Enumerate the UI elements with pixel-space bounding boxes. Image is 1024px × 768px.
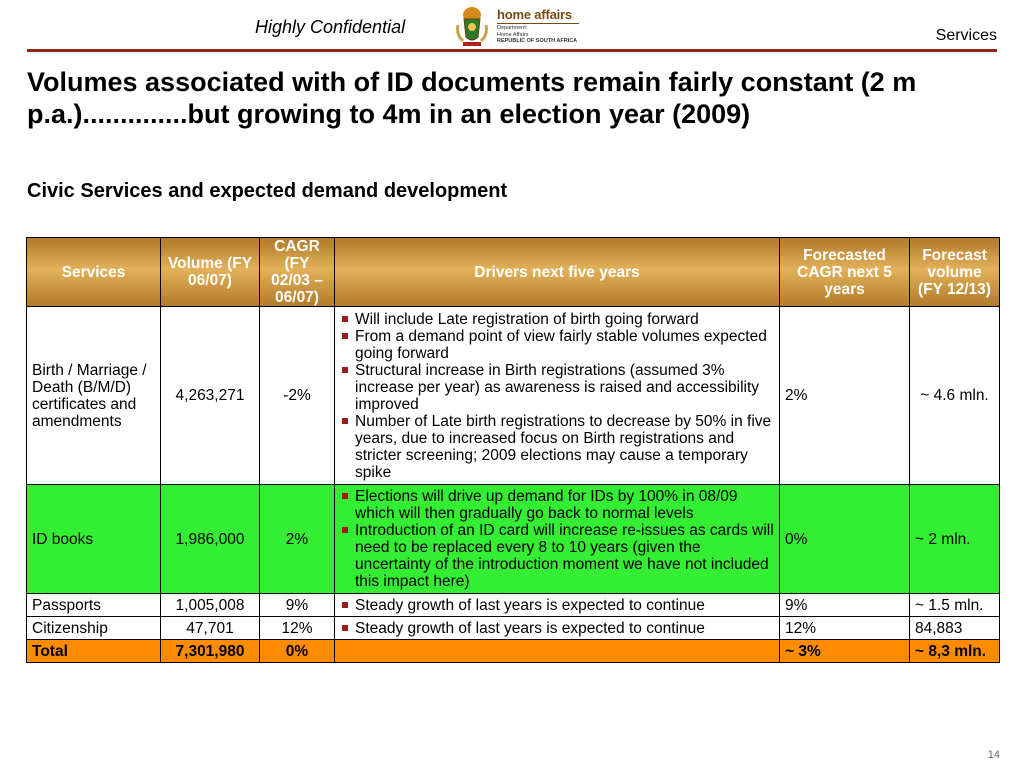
forecast-cagr-cell: 12% [780,617,910,640]
table-row [27,617,1000,640]
forecast-cagr-cell: 0% [780,485,910,594]
driver-bullet: Number of Late birth registrations to decrease by 50% in five years, due to increased focus on Birth registrations and stricter screening; 2009 elections may cause a temporary spike [340,413,774,481]
volume-cell: 1,005,008 [161,594,260,617]
page-subtitle: Civic Services and expected demand development [27,180,508,202]
logo-title: home affairs [497,7,572,22]
total-forecast-cagr: ~ 3% [780,640,910,663]
drivers-cell [335,617,780,640]
total-volume: 7,301,980 [161,640,260,663]
service-cell: Citizenship [27,617,161,640]
header-rule [27,49,997,52]
drivers-cell [335,307,780,485]
home-affairs-logo [455,5,585,51]
table-row [27,307,1000,485]
cagr-cell: 2% [260,485,335,594]
forecast-cagr-cell: 2% [780,307,910,485]
total-label: Total [27,640,161,663]
driver-bullet: Steady growth of last years is expected to continue [340,620,774,637]
header-services: Services [27,238,161,307]
service-cell: Passports [27,594,161,617]
page-number: 14 [987,749,1000,761]
cagr-cell: -2% [260,307,335,485]
header-drivers: Drivers next five years [335,238,780,307]
volume-cell: 4,263,271 [161,307,260,485]
logo-divider [497,23,579,24]
confidential-label: Highly Confidential [255,17,406,37]
total-forecast-volume: ~ 8,3 mln. [910,640,1000,663]
drivers-cell [335,594,780,617]
total-row [27,640,1000,663]
logo-line-3: REPUBLIC OF SOUTH AFRICA [497,38,578,44]
header-volume: Volume (FY 06/07) [161,238,260,307]
driver-bullet: Introduction of an ID card will increase re-issues as cards will need to be replaced every 8 to 10 years (given the uncertainty of the introduction moment we have not included this impact here) [340,522,774,590]
driver-bullet: Elections will drive up demand for IDs by 100% in 08/09 which will then gradually go back to normal levels [340,488,774,522]
forecast-cagr-cell: 9% [780,594,910,617]
cagr-cell: 12% [260,617,335,640]
volume-cell: 47,701 [161,617,260,640]
volume-cell: 1,986,000 [161,485,260,594]
cagr-cell: 9% [260,594,335,617]
header-forecast-volume: Forecast volume (FY 12/13) [910,238,1000,307]
coat-of-arms-icon [455,5,489,49]
table-header-row [27,238,1000,307]
header-forecast-cagr: Forecasted CAGR next 5 years [780,238,910,307]
service-cell: ID books [27,485,161,594]
forecast-volume-cell: ~ 2 mln. [910,485,1000,594]
forecast-volume-cell: ~ 1.5 mln. [910,594,1000,617]
logo-line-1: Department: [497,25,528,31]
driver-bullet: Structural increase in Birth registrations (assumed 3% increase per year) as awareness is raised and accessibility improved [340,362,774,413]
logo-line-2: Home Affairs [497,31,529,38]
total-cagr: 0% [260,640,335,663]
forecast-volume-cell: 84,883 [910,617,1000,640]
header-cagr: CAGR (FY 02/03 – 06/07) [260,238,335,307]
table-row [27,485,1000,594]
driver-bullet: From a demand point of view fairly stable volumes expected going forward [340,328,774,362]
demand-table [26,237,1000,663]
page-title: Volumes associated with of ID documents remain fairly constant (2 m p.a.)..............but growing to 4m in an election year (2009) [27,67,917,129]
driver-bullet: Steady growth of last years is expected to continue [340,597,774,614]
table-row [27,594,1000,617]
driver-bullet: Will include Late registration of birth going forward [340,311,774,328]
drivers-cell [335,485,780,594]
section-label: Services [935,27,997,44]
total-drivers-empty [335,640,780,663]
service-cell: Birth / Marriage / Death (B/M/D) certificates and amendments [27,307,161,485]
forecast-volume-cell: ~ 4.6 mln. [910,307,1000,485]
